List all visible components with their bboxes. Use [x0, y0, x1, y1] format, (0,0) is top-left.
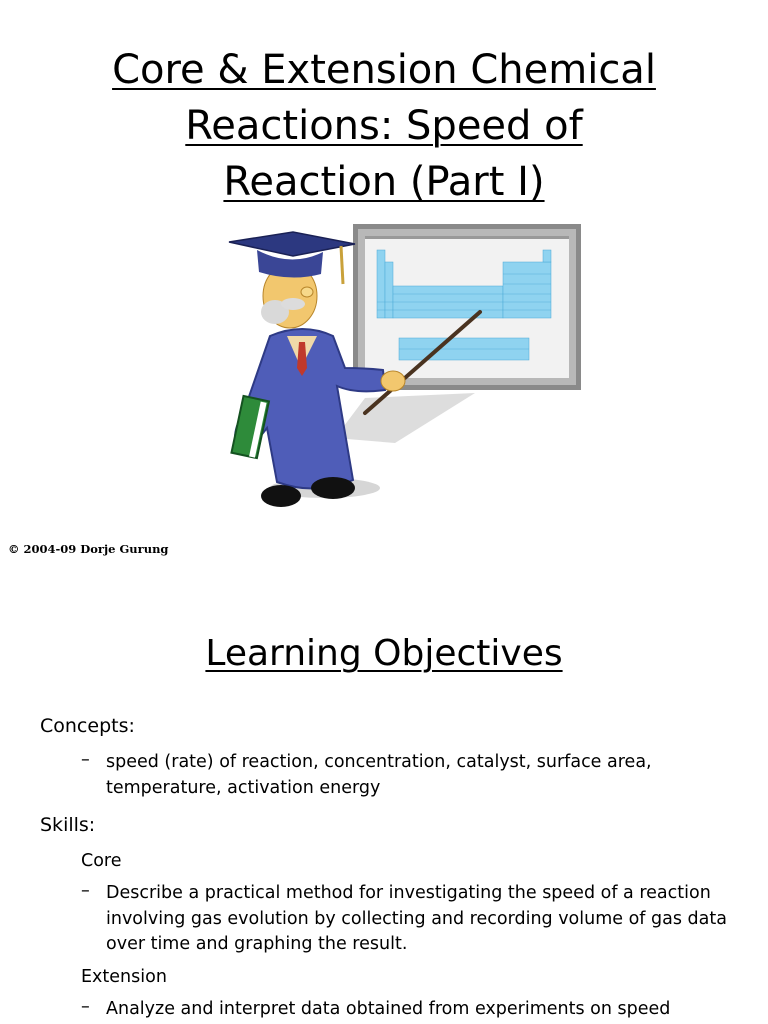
- concepts-item-text: speed (rate) of reaction, concentration, catalyst, surface area, temperature, activation energy: [106, 752, 652, 798]
- dash-bullet: –: [81, 881, 90, 901]
- core-label: Core: [81, 851, 122, 871]
- title-line-3: Reaction (Part I): [223, 159, 545, 205]
- core-item-text: Describe a practical method for investigating the speed of a reaction involving gas evolution by collecting and recording volume of gas data over time and graphing the result.: [106, 883, 727, 954]
- slide-title: [40, 42, 728, 210]
- copyright-notice: © 2004-09 Dorje Gurung: [8, 542, 169, 556]
- dash-bullet: –: [81, 750, 90, 770]
- skills-label: Skills:: [40, 814, 96, 836]
- learning-objectives-slide: [0, 580, 768, 1024]
- professor-periodic-table-image: [215, 218, 590, 518]
- title-line-1: Core & Extension Chemical: [112, 47, 656, 93]
- title-line-2: Reactions: Speed of: [185, 103, 583, 149]
- extension-label: Extension: [81, 967, 167, 987]
- dash-bullet: –: [81, 997, 90, 1017]
- extension-item-text: Analyze and interpret data obtained from experiments on speed: [106, 999, 671, 1019]
- objectives-heading: Learning Objectives: [205, 633, 563, 674]
- concepts-label: Concepts:: [40, 715, 135, 737]
